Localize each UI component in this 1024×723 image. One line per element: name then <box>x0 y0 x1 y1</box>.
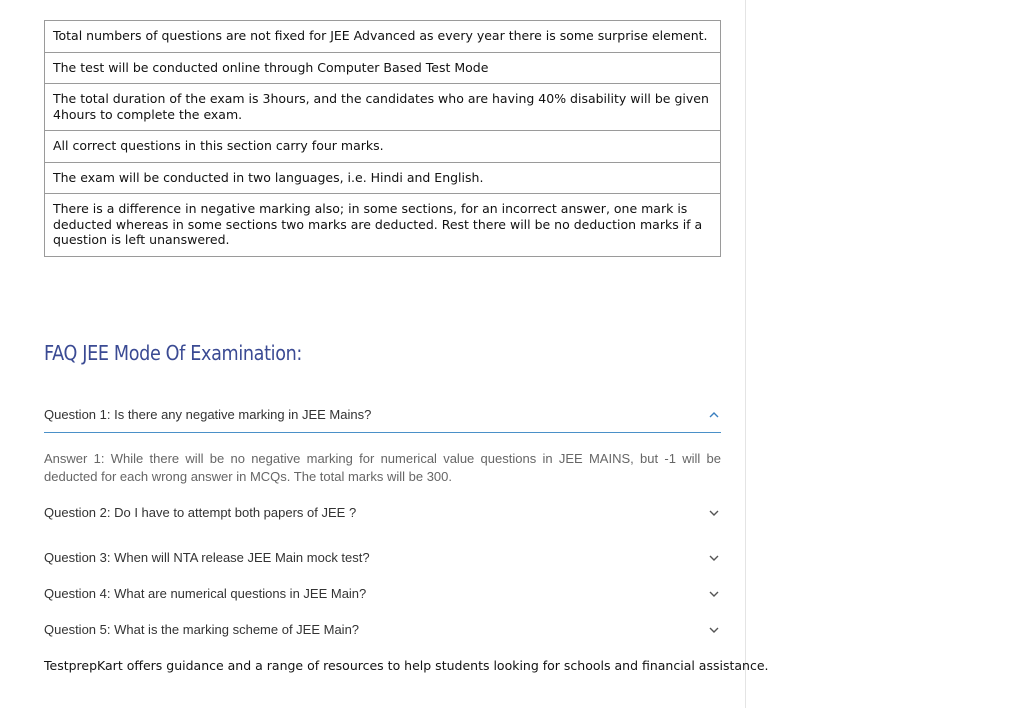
table-cell: Total numbers of questions are not fixed for JEE Advanced as every year there is some surprise element. <box>45 21 721 53</box>
faq-item-4 <box>44 586 721 601</box>
chevron-down-icon[interactable] <box>707 551 721 565</box>
table-cell: The test will be conducted online through Computer Based Test Mode <box>45 52 721 84</box>
chevron-up-icon[interactable] <box>707 408 721 422</box>
faq-answer-1: Answer 1: While there will be no negative marking for numerical value questions in JEE MAINS, but -1 will be deducted for each wrong answer in MCQs. The total marks will be 300. <box>44 451 721 484</box>
exam-info-table <box>44 20 721 257</box>
faq-question-4-toggle[interactable] <box>44 586 721 601</box>
faq-question-3-toggle[interactable] <box>44 550 721 565</box>
faq-question-2-toggle[interactable] <box>44 505 721 520</box>
faq-question-text: Question 4: What are numerical questions in JEE Main? <box>44 586 367 601</box>
faq-item-5 <box>44 622 721 637</box>
table-row <box>45 84 721 131</box>
faq-question-5-toggle[interactable] <box>44 622 721 637</box>
table-row <box>45 21 721 53</box>
faq-title: FAQ JEE Mode Of Examination: <box>44 341 302 365</box>
chevron-down-icon[interactable] <box>707 587 721 601</box>
chevron-down-icon[interactable] <box>707 506 721 520</box>
chevron-down-icon[interactable] <box>707 623 721 637</box>
table-cell: All correct questions in this section carry four marks. <box>45 131 721 163</box>
footer-text: TestprepKart offers guidance and a range of resources to help students looking for schools and financial assistance. <box>44 658 769 673</box>
faq-item-3 <box>44 550 721 565</box>
faq-question-1-toggle[interactable] <box>44 407 721 433</box>
table-row <box>45 194 721 257</box>
table-cell: The total duration of the exam is 3hours, and the candidates who are having 40% disability will be given 4hours to complete the exam. <box>45 84 721 131</box>
faq-question-text: Question 5: What is the marking scheme of JEE Main? <box>44 622 360 637</box>
main-content <box>44 0 769 673</box>
table-cell: The exam will be conducted in two languages, i.e. Hindi and English. <box>45 162 721 194</box>
table-row <box>45 52 721 84</box>
table-row <box>45 162 721 194</box>
sidebar-divider <box>745 0 746 708</box>
table-row <box>45 131 721 163</box>
faq-question-text: Question 1: Is there any negative marking in JEE Mains? <box>44 407 372 422</box>
faq-question-text: Question 2: Do I have to attempt both papers of JEE ? <box>44 505 357 520</box>
faq-question-text: Question 3: When will NTA release JEE Main mock test? <box>44 550 370 565</box>
faq-item-2 <box>44 505 721 520</box>
faq-item-1 <box>44 407 721 486</box>
table-cell: There is a difference in negative marking also; in some sections, for an incorrect answer, one mark is deducted whereas in some sections two marks are deducted. Rest there will be no deduction marks if a question is left unanswered. <box>45 194 721 257</box>
